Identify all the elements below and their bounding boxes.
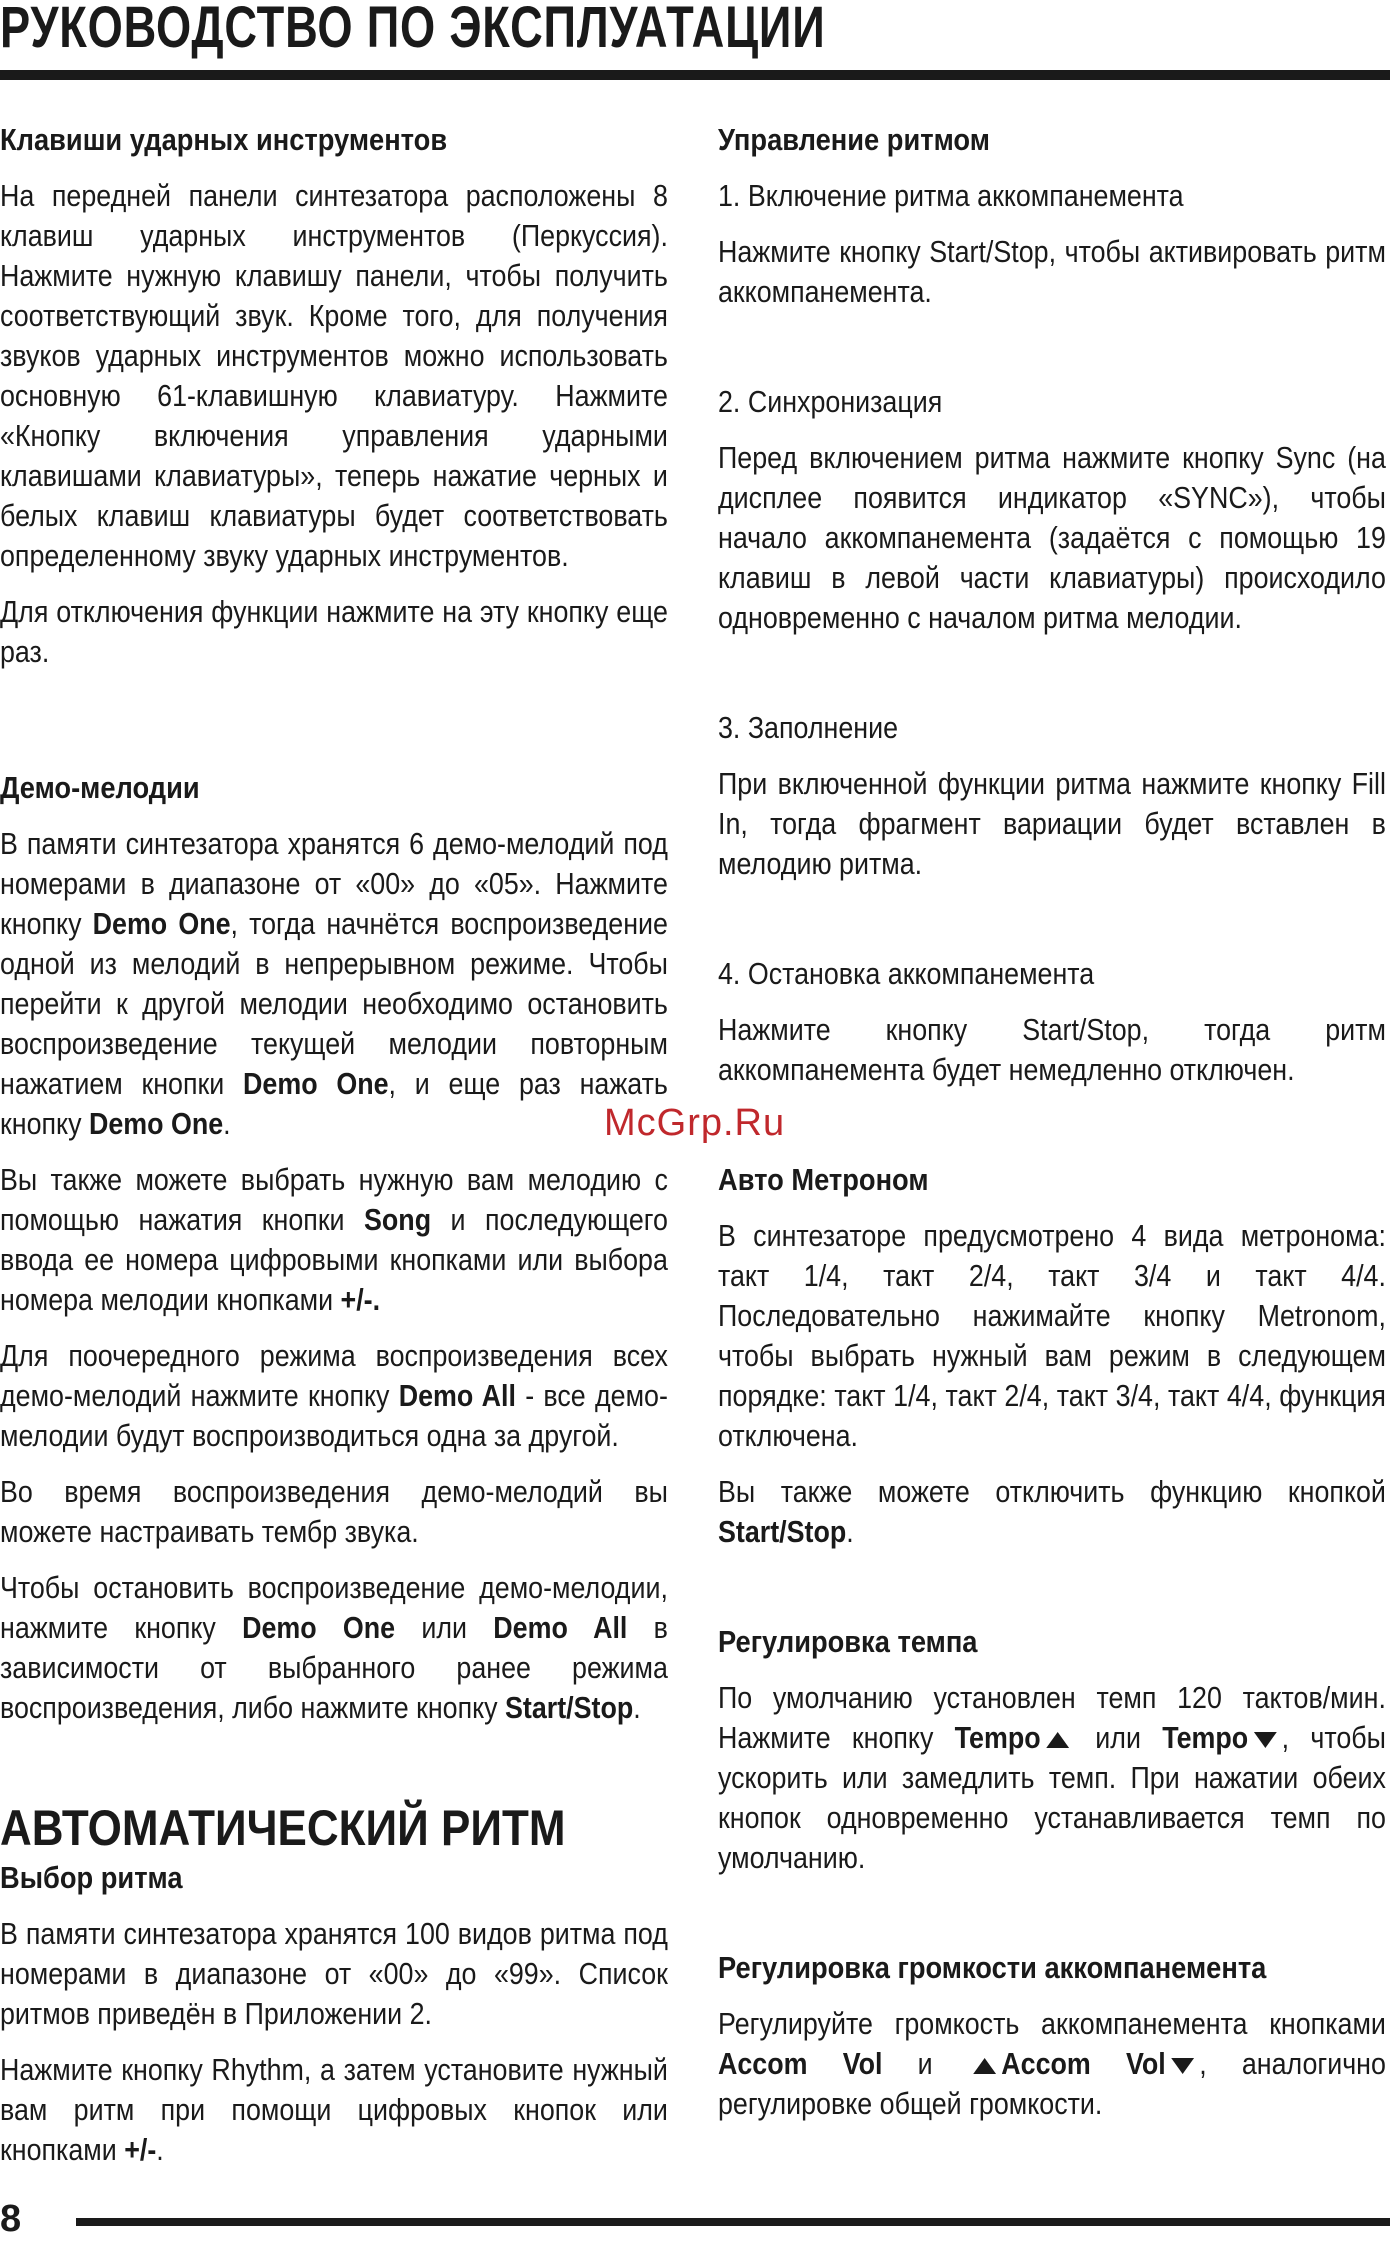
rhythm-control-step-2-text: Перед включением ритма нажмите кнопку Sync (на дисплее появится индикатор «SYNC»), чтобы начало аккомпанемента (задаётся с помощью 19 клавиш в левой части клавиатуры) происходило одновременно с началом ритма мелодии.	[718, 441, 1386, 635]
rhythm-paragraph-1: В памяти синтезатора хранятся 100 видов ритма под номерами в диапазоне от «00» до «99». Список ритмов приведён в Приложении 2.	[0, 1917, 668, 2031]
demo-one-label: Demo One	[92, 907, 231, 941]
rhythm-control-step-3-title: 3. Заполнение	[718, 711, 899, 745]
triangle-up-icon	[1046, 1732, 1069, 1748]
demo-one-label: Demo One	[88, 1107, 224, 1141]
accomp-volume-heading: Регулировка громкости аккомпанемента	[718, 1950, 1267, 1985]
tempo-paragraph: По умолчанию установлен темп 120 тактов/мин. Нажмите кнопку Tempo или Tempo , чтобы ускорить или замедлить темп. При нажатии обеих кнопок одновременно устанавливается темп по умолчанию.	[718, 1681, 1386, 1875]
accom-vol-label: Accom Vol	[718, 2047, 883, 2081]
tempo-label: Tempo	[1162, 1721, 1249, 1755]
rhythm-control-step-1-title: 1. Включение ритма аккомпанемента	[718, 179, 1184, 213]
accom-vol-label: Accom Vol	[1001, 2047, 1166, 2081]
left-column-text	[0, 120, 668, 2170]
demo-heading: Демо-мелодии	[0, 770, 200, 805]
percussion-paragraph-1: На передней панели синтезатора расположены 8 клавиш ударных инструментов (Перкуссия). Нажмите нужную клавишу панели, чтобы получить соответствующий звук. Кроме того, для получения звуков ударных инструментов можно использовать основную 61-клавишную клавиатуру. Нажмите «Кнопку включения управления ударными клавишами клавиатуры», теперь нажатие черных и белых клавиш клавиатуры будет соответствовать определенному звуку ударных инструментов.	[0, 179, 668, 573]
rhythm-control-step-4-text: Нажмите кнопку Start/Stop, тогда ритм аккомпанемента будет немедленно отключен.	[718, 1013, 1386, 1087]
rhythm-control-step-2-title: 2. Синхронизация	[718, 385, 943, 419]
demo-paragraph-3: Для поочередного режима воспроизведения всех демо-мелодий нажмите кнопку Demo All - все демо-мелодии будут воспроизводиться одна за другой.	[0, 1339, 668, 1453]
page-number: 8	[0, 2198, 22, 2240]
metronome-paragraph-2: Вы также можете отключить функцию кнопкой Start/Stop.	[718, 1475, 1386, 1549]
rhythm-select-heading: Выбор ритма	[0, 1860, 183, 1895]
tempo-label: Tempo	[954, 1721, 1041, 1755]
start-stop-label: Start/Stop	[718, 1515, 847, 1549]
page-header	[0, 0, 1390, 80]
rhythm-control-step-3-text: При включенной функции ритма нажмите кнопку Fill In, тогда фрагмент вариации будет вставлен в мелодию ритма.	[718, 767, 1386, 881]
right-column-text	[718, 120, 1386, 2124]
triangle-up-icon	[973, 2058, 996, 2074]
watermark: McGrp.Ru	[604, 1102, 786, 1144]
demo-one-label: Demo One	[242, 1611, 396, 1645]
demo-paragraph-2: Вы также можете выбрать нужную вам мелодию с помощью нажатия кнопки Song и последующего ввода ее номера цифровыми кнопками или выбора номера мелодии кнопками +/-.	[0, 1163, 668, 1317]
rhythm-control-step-1-text: Нажмите кнопку Start/Stop, чтобы активировать ритм аккомпанемента.	[718, 235, 1386, 309]
demo-paragraph-1: В памяти синтезатора хранятся 6 демо-мелодий под номерами в диапазоне от «00» до «05». Нажмите кнопку Demo One, тогда начнётся воспроизведение одной из мелодий в непрерывном режиме. Чтобы перейти к другой мелодии необходимо остановить воспроизведение текущей мелодии повторным нажатием кнопки Demo One, и еще раз нажать кнопку Demo One.	[0, 827, 668, 1141]
accomp-volume-paragraph: Регулируйте громкость аккомпанемента кнопками Accom Vol и Accom Vol , аналогично регулировке общей громкости.	[718, 2007, 1386, 2121]
demo-paragraph-5: Чтобы остановить воспроизведение демо-мелодии, нажмите кнопку Demo One или Demo All в зависимости от выбранного ранее режима воспроизведения, либо нажмите кнопку Start/Stop.	[0, 1571, 668, 1725]
tempo-heading: Регулировка темпа	[718, 1624, 978, 1659]
auto-rhythm-heading: АВТОМАТИЧЕСКИЙ РИТМ	[0, 1800, 566, 1856]
plus-minus-label: +/-.	[340, 1283, 381, 1317]
metronome-paragraph-1: В синтезаторе предусмотрено 4 вида метронома: такт 1/4, такт 2/4, такт 3/4 и такт 4/4. Последовательно нажимайте кнопку Metronom, чтобы выбрать нужный вам режим в следующем порядке: такт 1/4, такт 2/4, такт 3/4, такт 4/4, функция отключена.	[718, 1219, 1386, 1453]
demo-all-label: Demo All	[398, 1379, 516, 1413]
percussion-paragraph-2: Для отключения функции нажмите на эту кнопку еще раз.	[0, 595, 668, 669]
demo-paragraph-4: Во время воспроизведения демо-мелодий вы можете настраивать тембр звука.	[0, 1475, 668, 1549]
rhythm-paragraph-2: Нажмите кнопку Rhythm, а затем установите нужный вам ритм при помощи цифровых кнопок или кнопками +/-.	[0, 2053, 668, 2167]
left-column	[0, 120, 668, 2170]
plus-minus-label: +/-	[124, 2133, 157, 2167]
demo-all-label: Demo All	[493, 1611, 628, 1645]
rhythm-control-step-4-title: 4. Остановка аккомпанемента	[718, 957, 1095, 991]
page-title: РУКОВОДСТВО ПО ЭКСПЛУАТАЦИИ	[0, 0, 826, 60]
metronome-heading: Авто Метроном	[718, 1162, 929, 1197]
triangle-down-icon	[1253, 1732, 1276, 1748]
triangle-down-icon	[1171, 2058, 1194, 2074]
percussion-heading: Клавиши ударных инструментов	[0, 122, 448, 157]
song-label: Song	[364, 1203, 432, 1237]
right-column	[718, 120, 1386, 2124]
header-rule	[0, 70, 1390, 80]
footer-rule	[76, 2218, 1390, 2226]
start-stop-label: Start/Stop	[505, 1691, 634, 1725]
rhythm-control-heading: Управление ритмом	[718, 122, 990, 157]
demo-one-label: Demo One	[243, 1067, 389, 1101]
